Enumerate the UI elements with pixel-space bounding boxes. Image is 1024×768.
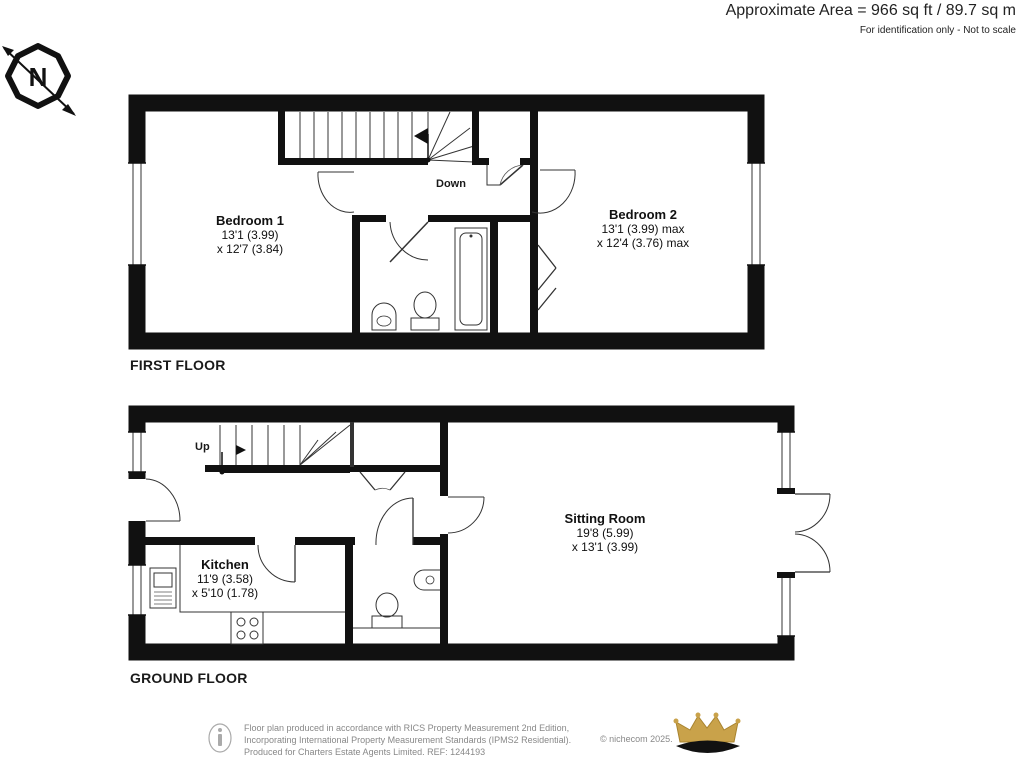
room-name: Bedroom 1 [216, 213, 284, 228]
room-bedroom-1 [180, 214, 320, 256]
stairs-down-label: Down [436, 178, 466, 190]
room-dimension: 19'8 (5.99) [576, 526, 634, 540]
north-compass-icon [2, 46, 76, 116]
ground-floor-label: GROUND FLOOR [130, 670, 248, 686]
footer-line: Floor plan produced in accordance with RICS Property Measurement 2nd Edition, [244, 723, 570, 733]
room-sitting-room [540, 512, 670, 554]
room-name: Sitting Room [564, 511, 646, 526]
room-name: Kitchen [201, 557, 249, 572]
footer-notes [244, 722, 571, 758]
scale-disclaimer: For identification only - Not to scale [859, 25, 1016, 36]
room-dimension: x 13'1 (3.99) [571, 540, 639, 554]
footer-line: Incorporating International Property Measurement Standards (IPMS2 Residential). [244, 735, 572, 745]
room-name: Bedroom 2 [609, 207, 677, 222]
stairs-up-label: Up [195, 441, 210, 453]
room-bedroom-2 [568, 208, 718, 250]
room-dimension: x 5'10 (1.78) [191, 586, 259, 600]
footer-line: Produced for Charters Estate Agents Limited. REF: 1244193 [244, 747, 486, 757]
person-scale-icon [209, 724, 231, 752]
crown-logo-icon [674, 713, 741, 754]
ground-floor-plan [126, 414, 830, 652]
room-dimension: x 12'7 (3.84) [216, 242, 284, 256]
room-dimension: 13'1 (3.99) [221, 228, 279, 242]
footer-copyright: © nichecom 2025. [600, 734, 673, 744]
room-kitchen [165, 558, 285, 600]
room-dimension: 11'9 (3.58) [196, 572, 254, 586]
room-dimension: x 12'4 (3.76) max [596, 236, 690, 250]
first-floor-label: FIRST FLOOR [130, 357, 226, 373]
compass-letter: N [28, 62, 48, 92]
room-dimension: 13'1 (3.99) max [601, 222, 685, 236]
approximate-area-heading: Approximate Area = 966 sq ft / 89.7 sq m [725, 2, 1016, 19]
